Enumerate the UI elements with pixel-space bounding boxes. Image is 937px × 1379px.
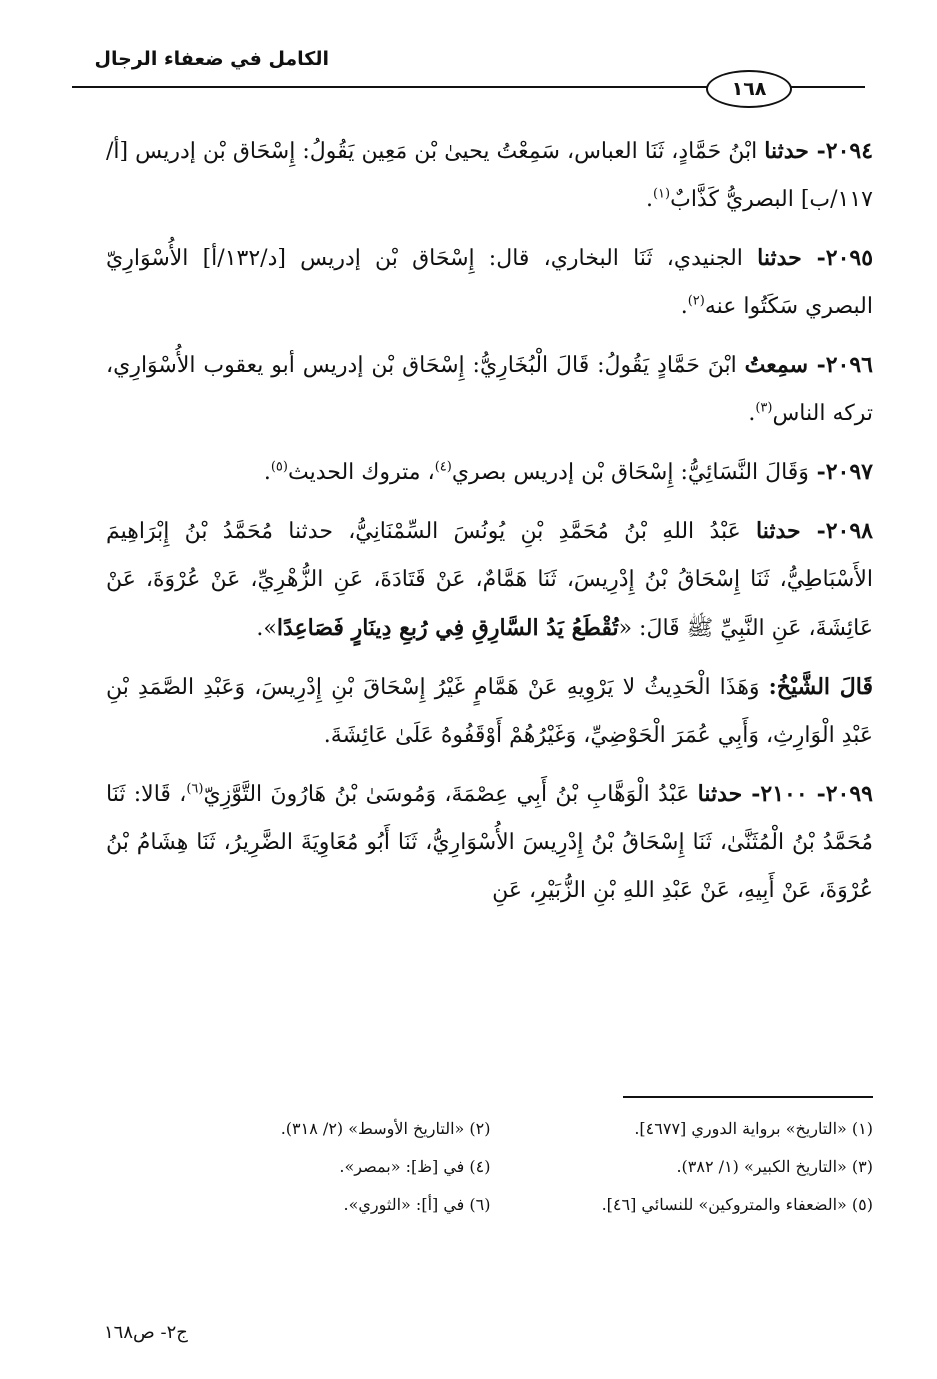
entry-number: ٢٠٩٦- [808, 352, 873, 378]
footnote: (١) «التاريخ» برواية الدوري [٤٦٧٧]. [634, 1119, 873, 1138]
entry-number: ٢٠٩٧- [808, 459, 873, 485]
entry-text: الجنيدي، ثَنَا البخاري، قال: إِسْحَاق بْن إدريس [د/١٣٢/أ] الأُسْوَارِيّ البصري سَكَتُوا عنه [106, 246, 873, 319]
entry-text: ابْنُ حَمَّادٍ، ثَنَا العباس، سَمِعْتُ يحيىٰ بْن مَعِين يَقُولُ: إِسْحَاق بْن إدريس [أ/١١٧/ب] البصريُّ كَذَّابٌ [106, 139, 873, 212]
entry-lead: حدثنا [764, 138, 809, 164]
footnote-ref: (٤) [434, 459, 452, 475]
entry-end: . [748, 401, 756, 426]
footnote-ref: (٢) [687, 293, 705, 309]
entry-number: ٢٠٩٤- [808, 138, 874, 164]
footnote-ref: (٥) [270, 459, 288, 475]
entry-text: عَبْدُ اللهِ بْنُ مُحَمَّدِ بْنِ يُونُسَ السِّمْنَانِيُّ، حدثنا مُحَمَّدُ بْنُ إِبْرَاهِيمَ الأَسْبَاطِيُّ، ثَنَا إِسْحَاقُ بْنُ إِدْرِيسَ، ثَنَا هَمَّامٌ، عَنْ قَتَادَةَ، عَنِ الزُّهْرِيِّ، عَنْ عُرْوَةَ، عَنْ عَائِشَةَ، عَنِ النَّبِيِّ ﷺ قَالَ: « [106, 519, 873, 641]
footnote: (٦) في [أ]: «الثوري». [343, 1195, 491, 1214]
page-number: ١٦٨ [706, 70, 792, 108]
entry-text-2: ، قَالا: ثَنَا مُحَمَّدُ بْنُ الْمُثَنَّىٰ، ثَنَا إِسْحَاقُ بْنُ إِدْرِيسَ الأُسْوَارِيُّ، ثَنَا أَبُو مُعَاوِيَةَ الضَّرِيرُ، ثَنَا هِشَامُ بْنُ عُرْوَةَ، عَنْ أَبِيهِ، عَنْ عَبْدِ اللهِ بْنِ الزُّبَيْرِ، عَنِ [106, 782, 873, 903]
page-reference: ج٢- ص١٦٨ [104, 1322, 188, 1343]
running-title: الكامل في ضعفاء الرجال [94, 48, 329, 70]
entry-number: ٢٠٩٥- [801, 245, 874, 271]
entry-number: ٢٠٩٩- ٢١٠٠- [742, 781, 873, 807]
footnote: (٥) «الضعفاء والمتروكين» للنسائي [٤٦]. [601, 1195, 873, 1214]
footnote-ref: (٦) [186, 781, 204, 797]
footnote-rule [623, 1096, 873, 1098]
entry-lead: حدثنا [697, 781, 743, 807]
entry-end: . [263, 460, 271, 485]
sheikh-lead: قَالَ الشَّيْخُ: [768, 674, 874, 700]
footnote-row [108, 1110, 873, 1148]
footnote-ref: (١) [652, 186, 671, 202]
entry-lead: سمِعتُ [744, 352, 809, 378]
main-text [106, 127, 873, 925]
footnote: (٤) في [ظ]: «بمصر». [339, 1157, 491, 1176]
footnote-ref: (٣) [755, 400, 773, 416]
entry-number: ٢٠٩٨- [800, 518, 873, 544]
entry-text: وَقَالَ النَّسَائِيُّ: إِسْحَاق بْن إدريس بصري [451, 460, 809, 485]
entry-2099-2100 [106, 770, 873, 915]
footnote-row [108, 1186, 873, 1224]
entry-2098 [106, 507, 873, 653]
entry-end: . [645, 187, 653, 212]
entry-2095 [106, 234, 873, 331]
entry-end: . [680, 294, 688, 319]
entry-lead: حدثنا [756, 518, 801, 544]
entry-lead: حدثنا [757, 245, 802, 271]
footnote: (٢) «التاريخ الأوسط» (٢/ ٣١٨). [280, 1119, 491, 1138]
entry-2096 [106, 341, 873, 438]
footnotes [108, 1110, 873, 1224]
entry-2097 [106, 448, 873, 497]
footnote-row [108, 1148, 873, 1186]
sheikh-comment [106, 663, 873, 760]
entry-text-2: ، متروك الحديث [287, 460, 435, 485]
entry-text: عَبْدُ الْوَهَّابِ بْنُ أَبِي عِصْمَةَ، وَمُوسَىٰ بْنُ هَارُونَ التَّوَّزِيّ [203, 782, 698, 807]
entry-2094 [106, 127, 873, 224]
entry-end: ». [256, 616, 277, 641]
hadith-quote: تُقْطَعُ يَدُ السَّارِقِ فِي رُبعِ دِينَارٍ فَصَاعِدًا [276, 615, 619, 641]
entry-text: ابْنَ حَمَّادٍ يَقُولُ: قَالَ الْبُخَارِيُّ: إِسْحَاق بْن إدريس أبو يعقوب الأُسْوَارِي، تركه الناس [106, 353, 873, 426]
sheikh-text: وَهَذَا الْحَدِيثُ لا يَرْوِيهِ عَنْ هَمَّامٍ غَيْرُ إِسْحَاقَ بْنِ إِدْرِيسَ، وَعَبْدِ الصَّمَدِ بْنِ عَبْدِ الْوَارِثِ، وَأَبِي عُمَرَ الْحَوْضِيِّ، وَغَيْرُهُمْ أَوْقَفُوهُ عَلَىٰ عَائِشَةَ. [106, 675, 873, 748]
footnote: (٣) «التاريخ الكبير» (١/ ٣٨٢). [676, 1157, 873, 1176]
